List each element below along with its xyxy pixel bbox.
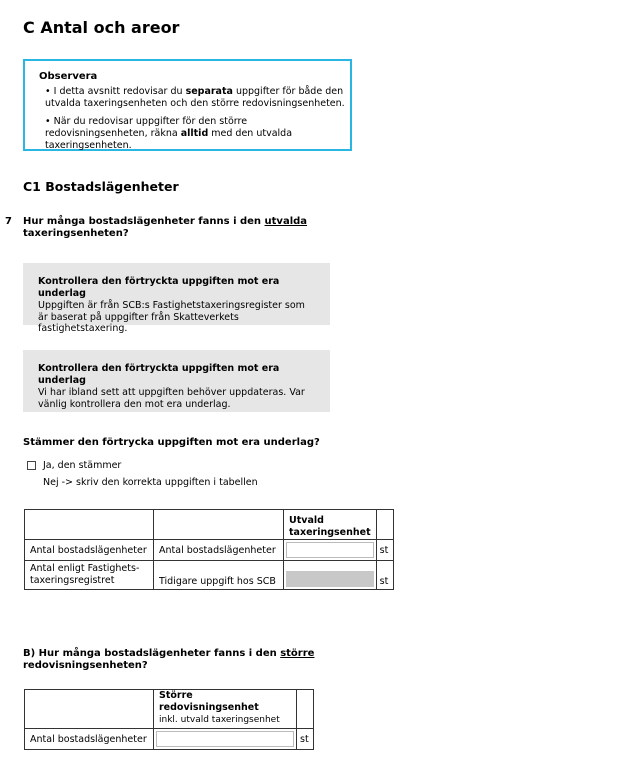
unit-label: st bbox=[376, 540, 393, 561]
previous-value-field bbox=[286, 571, 374, 587]
row-desc: Tidigare uppgift hos SCB bbox=[154, 561, 284, 590]
question-b-text: B) Hur många bostadslägenheter fanns i den större redovisningsenheten? bbox=[23, 648, 315, 671]
table-utvald bbox=[24, 509, 394, 590]
unit-label: st bbox=[376, 561, 393, 590]
info-box-1-title: Kontrollera den förtryckta uppgiften mot era underlag bbox=[38, 276, 280, 299]
info-box-2-text: Vi har ibland sett att uppgiften behöver uppdateras. Var vänlig kontrollera den mot era underlag. bbox=[38, 387, 305, 410]
table-header-row bbox=[25, 510, 394, 540]
antal-input[interactable] bbox=[286, 542, 374, 558]
table-row bbox=[25, 540, 394, 561]
notice-box bbox=[23, 59, 352, 151]
table-row bbox=[25, 561, 394, 590]
confirm-question: Stämmer den förtrycka uppgiften mot era underlag? bbox=[23, 437, 320, 448]
row-desc: Antal bostadslägenheter bbox=[154, 540, 284, 561]
table-row bbox=[25, 729, 314, 750]
info-box-2 bbox=[23, 350, 330, 412]
info-box-2-title: Kontrollera den förtryckta uppgiften mot era underlag bbox=[38, 363, 280, 386]
section-title: C Antal och areor bbox=[23, 18, 180, 37]
row-label: Antal bostadslägenheter bbox=[25, 540, 154, 561]
notice-bullet-2: • När du redovisar uppgifter för den större redovisningsenheten, räkna alltid med den utvalda taxeringsenheten. bbox=[45, 116, 293, 151]
storre-antal-input[interactable] bbox=[156, 731, 294, 747]
notice-title: Observera bbox=[39, 71, 98, 82]
column-header-storre: Större redovisningsenhet inkl. utvald taxeringsenhet bbox=[154, 690, 297, 729]
option-yes-label: Ja, den stämmer bbox=[43, 460, 122, 471]
column-header-utvald: Utvald taxeringsenhet bbox=[284, 510, 377, 540]
option-no-label: Nej -> skriv den korrekta uppgiften i tabellen bbox=[43, 477, 258, 488]
notice-bullet-1: • I detta avsnitt redovisar du separata uppgifter för både den utvalda taxeringsenheten och den större redovisningsenheten. bbox=[45, 86, 345, 109]
info-box-1-text: Uppgiften är från SCB:s Fastighetstaxeringsregister som är baserat på uppgifter från Skatteverkets fastighetstaxering. bbox=[38, 300, 305, 334]
row-label: Antal bostadslägenheter bbox=[25, 729, 154, 750]
checkbox-yes[interactable] bbox=[27, 461, 36, 470]
table-header-row bbox=[25, 690, 314, 729]
row-label: Antal enligt Fastighets-taxeringsregistret bbox=[25, 561, 154, 590]
unit-label: st bbox=[297, 729, 314, 750]
table-storre bbox=[24, 689, 314, 750]
subsection-title: C1 Bostadslägenheter bbox=[23, 179, 179, 194]
question-number: 7 bbox=[5, 216, 12, 227]
question-7-text: Hur många bostadslägenheter fanns i den utvalda taxeringsenheten? bbox=[23, 216, 308, 239]
info-box-1 bbox=[23, 263, 330, 334]
